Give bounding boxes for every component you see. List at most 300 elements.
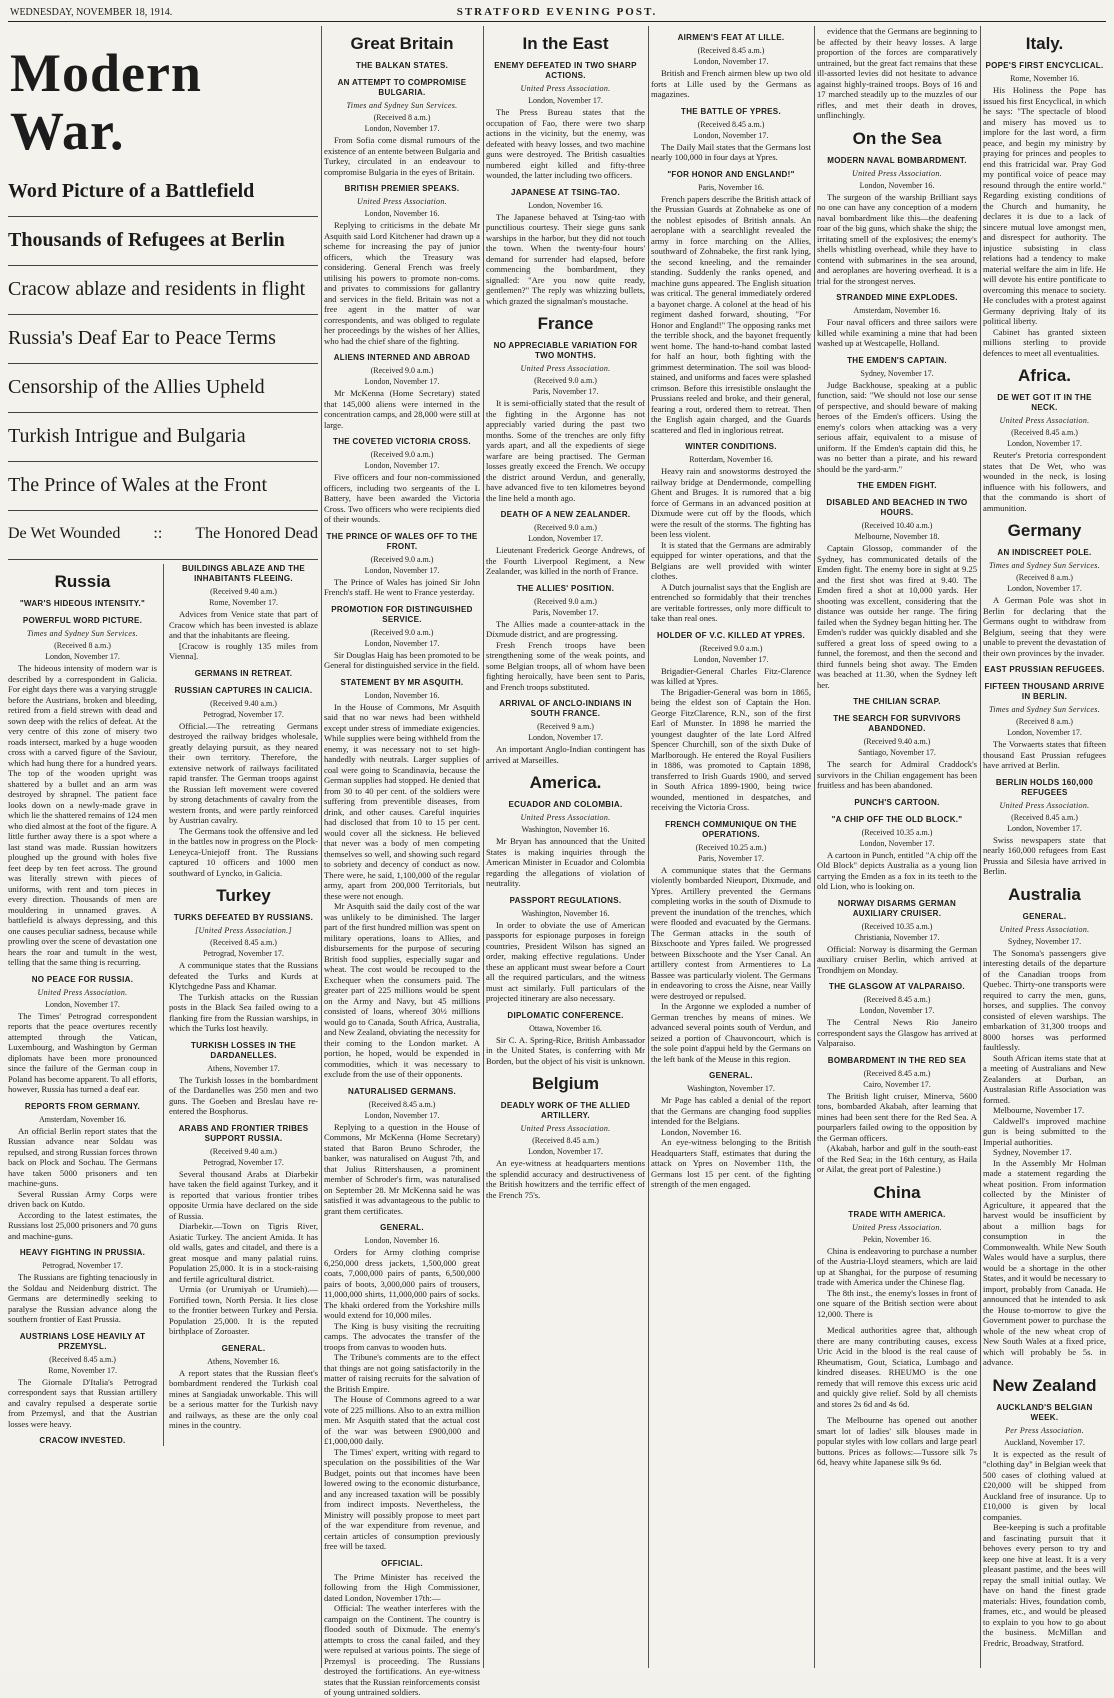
dateline: London, November 17. bbox=[859, 1006, 935, 1015]
dateline: London, November 17. bbox=[364, 1110, 440, 1120]
article-heading: AUSTRIANS LOSE HEAVILY AT PRZEMYSL. bbox=[19, 1331, 146, 1351]
article-paragraph: Orders for Army clothing comprise 6,250,000 dress jackets, 1,500,000 great coats, 7,000,000 pairs of pants, 6,500,000 pairs of boots, 3,000,000 pairs of trousers, 11,000,000 shirts, 11,000,000 pairs of socks. The khaki ordered from the Yorkshire mills would extend for 10,000 miles. bbox=[324, 1247, 480, 1320]
article-paragraph: From Sofia come dismal rumours of the existence of an entente between Bulgaria and Turkey, circulated in an endeavour to compromise Bulgaria in the eyes of Britain. bbox=[324, 135, 480, 177]
article-heading: WINTER CONDITIONS. bbox=[685, 442, 777, 451]
section-heading: Germany bbox=[1007, 521, 1082, 540]
article bbox=[324, 1559, 480, 1698]
dateline: Pekin, November 16. bbox=[863, 1234, 931, 1244]
received-time: (Received 8.45 a.m.) bbox=[1011, 428, 1078, 437]
article bbox=[8, 1248, 157, 1325]
headline: The Honored Dead bbox=[195, 525, 318, 542]
headline: Censorship of the Allies Upheld bbox=[8, 364, 318, 413]
dateline: Amsterdam, November 16. bbox=[853, 306, 941, 315]
dateline: Ottawa, November 16. bbox=[529, 1023, 602, 1033]
article-paragraph: The Times' expert, writing with regard to speculation on the possibilities of the War Budget, points out that incomes have been lowered owing to the economic disturbance, and any increased taxation will be possibly from indirect imposts. Nevertheless, the Ministry will possibly propose to meet part of the war expenditure from revenue, and certain articles of consumption previously free will be taxed. bbox=[324, 1446, 480, 1551]
dateline: Athens, November 16. bbox=[207, 1356, 280, 1366]
article bbox=[651, 107, 811, 163]
dateline: Amsterdam, November 16. bbox=[38, 1114, 127, 1124]
article-paragraph: Sir C. A. Spring-Rice, British Ambassador in the United States, is conferring with Mr Borden, but the object of his visit is unknown. bbox=[486, 1034, 645, 1066]
article bbox=[983, 885, 1106, 1368]
dateline: Washington, November 17. bbox=[687, 1084, 775, 1093]
article bbox=[169, 669, 318, 879]
article-heading: NORWAY DISARMS GERMAN AUXILIARY CRUISER. bbox=[837, 898, 957, 918]
article-paragraph: Several Russian Army Corps were driven back on Kutdo. bbox=[8, 1188, 157, 1209]
article bbox=[324, 532, 480, 598]
agency-credit: Times and Sydney Sun Services. bbox=[346, 101, 458, 110]
article bbox=[983, 366, 1106, 513]
article bbox=[817, 697, 977, 791]
column-rule bbox=[483, 26, 484, 1668]
article-heading: PUNCH'S CARTOON. bbox=[854, 797, 940, 807]
russia-turkey-articles bbox=[8, 564, 318, 1446]
article-heading: BERLIN HOLDS 160,000 REFUGEES bbox=[995, 777, 1094, 797]
article-subheading: POWERFUL WORD PICTURE. bbox=[22, 616, 143, 625]
article-paragraph: Mr Asquith said the daily cost of the war was unlikely to be diminished. The larger part of the first hundred million was spent on military operations, loans to Allies, and disbursements for the purpose of securing British food supplies, especially sugar and wheat. The cost would be recouped to the Exchequer when the consumers paid. The greater part of 225 millions would be spent on the Army and Navy, but 45 millions consisted of loans, whereof 30½ millions would go to Canada, South Africa, Australia, and New Zealand, obviating the necessity for their coming to the London market. A portion, he hoped, would be expended in commodities, which it was necessary to exclude from the use of their opponents. bbox=[324, 901, 480, 1079]
article-paragraph: The Melbourne has opened out another smart lot of ladies' silk blouses made in popular styles with low collars and large pearl buttons. Prices as follows:—Tussore silk 7s 6d, heavy white Japanese silk 9s 6d. bbox=[817, 1415, 977, 1467]
article-paragraph: Judge Backhouse, speaking at a public function, said: "We should not lose our sense of perspective, and should beware of making heroes of the Emden's officers. Using the enemy's colors when attacking was a very serious affair, equivalent to a misuse of uniform. If the Emden's captain did this, he was no better than a pirate, and his reward should be the yard-arm." bbox=[817, 379, 977, 474]
article-heading: MODERN NAVAL BOMBARDMENT. bbox=[827, 155, 967, 165]
article-paragraph: According to the latest estimates, the Russians lost 25,000 prisoners and 70 guns and machine-guns. bbox=[8, 1209, 157, 1241]
article-heading: NO APPRECIABLE VARIATION FOR TWO MONTHS. bbox=[493, 341, 638, 360]
article-paragraph: [Cracow is roughly 135 miles from Vienna]. bbox=[169, 640, 318, 661]
section-heading: Turkey bbox=[216, 886, 271, 905]
dateline: London, November 17. bbox=[364, 461, 440, 470]
article-heading: GENERAL. bbox=[709, 1071, 753, 1080]
article bbox=[486, 1011, 645, 1067]
received-time: (Received 9.40 a.m.) bbox=[210, 587, 277, 596]
article-heading: DE WET GOT IT IN THE NECK. bbox=[997, 393, 1092, 412]
article-paragraph: It is stated that the Germans are admirably equipped for winter operations, and that the Belgians are well provided with winter clothes. bbox=[651, 539, 811, 581]
article-paragraph: Mr Page has cabled a denial of the report that the Germans are changing food supplies intended for the Belgians. bbox=[651, 1095, 811, 1126]
article-paragraph: Cabinet has granted sixteen millions sterling to provide defences to meet all eventualities. bbox=[983, 326, 1106, 358]
dateline: Paris, November 17. bbox=[698, 853, 764, 863]
article-paragraph: An official Berlin report states that the Russian advance near Soldau was repulsed, and strong Russian forces thrown back on Plock and Sochau. The Germans have taken 5000 prisoners and ten machine-guns. bbox=[8, 1125, 157, 1188]
article-paragraph: The Central News Rio Janeiro correspondent says the Glasgow has arrived at Valparaiso. bbox=[817, 1017, 977, 1048]
section-heading: In the East bbox=[522, 34, 609, 53]
section-heading: China bbox=[873, 1182, 921, 1202]
received-time: (Received 9.40 a.m.) bbox=[210, 698, 277, 708]
article-paragraph: British and French airmen blew up two old forts at Lille used by the Germans as magazines. bbox=[651, 68, 811, 99]
article-paragraph: Lieutenant Frederick George Andrews, of the Fourth Liverpool Regiment, a New Zealander, was killed in the north of France. bbox=[486, 545, 645, 576]
dateline: Christiania, November 17. bbox=[854, 932, 940, 942]
column-rule bbox=[648, 26, 649, 1668]
article-heading: THE GLASGOW AT VALPARAISO. bbox=[829, 982, 965, 991]
article-paragraph: Official: Norway is disarming the German auxiliary cruiser Berlin, which arrived at Trondhjem on Monday. bbox=[817, 943, 977, 975]
article-paragraph: In order to obviate the use of American passports for espionage purposes in foreign countries, President Wilson has signed an order, making effective regulations. Under these an applicant must swear before a Court all the required particulars, and the witness must act similarly. Full particulars of the projected itinerary are also necessary. bbox=[486, 919, 645, 1003]
dateline: Melbourne, November 18. bbox=[854, 532, 940, 541]
article-paragraph: The hideous intensity of modern war is described by a correspondent in Galicia. For eight days there was a varying struggle before the Austrians, broken and bleeding, retired from a field strewn with dead and sown deep with the relics of defeat. At the very centre of this zone of misery two roads intersect, marked by a huge wooden cross with a carved figure of the Saviour, which had hung there for a hundred years. The top of the wooden upright was shattered by a bullet and an arm was destroyed by shrapnel. The patient face looks down on a newly-made grave in which lie the shattered remains of 124 men who died almost at the foot of the figure. A little further away there is a spot where a last stand was made. Russian howitzers ploughed up the ground with holes five feet deep by ten feet across. The ground was literally strewn with pieces of uniforms, with rent and torn pieces in every direction. Thousands of men are mouldering in unnamed graves. A battlefield is always depressing, and this one causes peculiar sadness, because while prowling over the scene of devastation one hears the roar and tumult in the west, telling that the same thing is recurring. bbox=[8, 663, 157, 967]
article-paragraph: The Daily Mail states that the Germans lost nearly 100,000 in four days at Ypres. bbox=[651, 141, 811, 162]
article bbox=[324, 1223, 480, 1552]
article-paragraph: Melbourne, November 17. bbox=[993, 1105, 1085, 1115]
dateline: Petrograd, November 17. bbox=[203, 1157, 284, 1167]
dateline: London, November 17. bbox=[1007, 728, 1082, 737]
article bbox=[817, 798, 977, 892]
agency-credit: United Press Association. bbox=[852, 1222, 942, 1232]
dateline: London, November 17. bbox=[45, 999, 120, 1009]
issue-date: WEDNESDAY, NOVEMBER 18, 1914. bbox=[10, 7, 173, 18]
column-5 bbox=[817, 26, 977, 1668]
separator: :: bbox=[153, 525, 163, 542]
received-time: (Received 8.45 a.m.) bbox=[210, 938, 277, 947]
article bbox=[817, 1325, 977, 1409]
received-time: (Received 8.45 a.m.) bbox=[697, 46, 765, 55]
article-paragraph: The Japanese behaved at Tsing-tao with punctilious courtesy. Their siege guns sank warships in the harbor, but they did not touch the town. When the twenty-four hours' demand for surrender had elapsed, before commencing the bombardment, they signalled: "Are you now quite ready, gentlemen?" The reply was whizzing bullets, which grazed the signalman's moustache. bbox=[486, 211, 645, 306]
article-heading: BRITISH PREMIER SPEAKS. bbox=[344, 184, 460, 193]
article-paragraph: Sir Douglas Haig has been promoted to be General for distinguished service in the field. bbox=[324, 649, 480, 670]
article bbox=[651, 33, 811, 100]
article-paragraph: Urmia (or Urumiyah or Urumieh).—Fortified town, North Persia. It lies close to the frontier between Turkey and Persia. Population 25,000. It is the reputed birthplace of Zoroaster. bbox=[169, 1284, 318, 1336]
dateline: London, November 17. bbox=[364, 638, 440, 648]
article bbox=[169, 886, 318, 1034]
dateline: Paris, November 17. bbox=[532, 607, 599, 617]
column-6 bbox=[983, 26, 1106, 1668]
article-paragraph: Replying to a question in the House of Commons, Mr McKenna (Home Secretary) stated that Baron Bruno Schroder, the banker, was naturalised on August 7th, and that Julius Rittershausen, a prominent member of Schroder's firm, was naturalised on September 28. Mr McKenna said he was satisfied it was advantageous to the public to grant them certificates. bbox=[324, 1121, 480, 1216]
dateline: London, November 17. bbox=[693, 57, 769, 66]
section-heading: New Zealand bbox=[992, 1375, 1097, 1395]
article-heading: THE COVETED VICTORIA CROSS. bbox=[333, 437, 471, 446]
agency-credit: United Press Association. bbox=[520, 1124, 611, 1133]
agency-credit: [United Press Association.] bbox=[195, 926, 292, 935]
article-paragraph: Fresh French troops have been strengthening some of the weak points, and some Belgian troops, all of whom have been fighting heroically, have been sent to Paris, and French troops substituted. bbox=[486, 639, 645, 692]
received-time: (Received 8 a.m.) bbox=[54, 641, 111, 650]
article-heading: ENEMY DEFEATED IN TWO SHARP ACTIONS. bbox=[494, 61, 637, 80]
article-paragraph: An important Anglo-Indian contingent has arrived at Marseilles. bbox=[486, 744, 645, 765]
dateline: London, November 17. bbox=[528, 1147, 603, 1156]
article-heading: NO PEACE FOR RUSSIA. bbox=[31, 974, 134, 984]
article bbox=[324, 353, 480, 430]
column-2 bbox=[324, 26, 480, 1697]
article-heading: "FOR HONOR AND ENGLAND!" bbox=[667, 169, 795, 179]
dateline: London, November 17. bbox=[364, 124, 440, 133]
article-paragraph: The Turkish attacks on the Russian posts in the Black Sea failed owing to a flanking fire from the Russian warships, in which the Turks lost heavily. bbox=[169, 991, 318, 1033]
article bbox=[486, 699, 645, 765]
article-heading: POPE'S FIRST ENCYCLICAL. bbox=[985, 61, 1104, 70]
article bbox=[817, 356, 977, 475]
article-paragraph: A report states that the Russian fleet's bombardment rendered the Turkish coal mines at Sangiadak unworkable. This will be a serious matter for the Turkish navy and railways, as these are the only coal mines in the country. bbox=[169, 1367, 318, 1430]
article-paragraph: An eye-witness at headquarters mentions the splendid accuracy and destructiveness of the British howitzers and the terrific effect of the French 75's. bbox=[486, 1158, 645, 1200]
article-heading: ALIENS INTERNED AND ABROAD bbox=[333, 353, 471, 362]
article bbox=[324, 605, 480, 671]
article bbox=[817, 982, 977, 1049]
dateline: Rotterdam, November 16. bbox=[689, 455, 773, 464]
dateline: London, November 17. bbox=[364, 377, 440, 386]
article bbox=[817, 481, 977, 690]
received-time: (Received 10.35 a.m.) bbox=[861, 921, 933, 931]
article-heading: TRADE WITH AMERICA. bbox=[848, 1209, 946, 1219]
article bbox=[983, 521, 1106, 658]
dateline: London, November 17. bbox=[859, 838, 935, 848]
article-paragraph: Mr Bryan has announced that the United States is making inquiries through the American Minister in Ecuador and Colombia regarding the allegations of violation of neutrality. bbox=[486, 836, 645, 888]
received-time: (Received 9.0 a.m.) bbox=[534, 523, 597, 532]
agency-credit: United Press Association. bbox=[999, 924, 1090, 934]
article-heading: "WAR'S HIDEOUS INTENSITY." bbox=[19, 599, 146, 608]
article-paragraph: The search for Admiral Craddock's survivors in the Chilian engagement has been fruitless and has been abandoned. bbox=[817, 759, 977, 790]
article-paragraph: The Turkish losses in the bombardment of the Dardanelles was 250 men and two guns. The Goeben and Breslau have re-entered the Bosphorus. bbox=[169, 1074, 318, 1116]
agency-credit: United Press Association. bbox=[357, 197, 447, 206]
article-paragraph: In the Argonne we exploded a number of German trenches by means of mines. We advanced several points south of Verdun, and seized a portion of Chauvoncourt, which is the sole point d'appui held by the Germans on the left bank of the Meuse in this region. bbox=[651, 1001, 811, 1064]
dateline: Rome, November 17. bbox=[209, 598, 278, 607]
agency-credit: United Press Association. bbox=[520, 364, 611, 373]
article-paragraph: Mr McKenna (Home Secretary) stated that 145,000 aliens were interned in the concentration camps, and 28,000 were still at large. bbox=[324, 388, 480, 430]
dateline: Petrograd, November 17. bbox=[203, 949, 284, 958]
article bbox=[817, 293, 977, 349]
article-paragraph: The Prince of Wales has joined Sir John French's staff. He went to France yesterday. bbox=[324, 576, 480, 597]
received-time: (Received 9.0 a.m.) bbox=[370, 627, 434, 637]
article-heading: REPORTS FROM GERMANY. bbox=[24, 1101, 141, 1111]
article-heading: THE EMDEN'S CAPTAIN. bbox=[847, 355, 947, 365]
article-paragraph: The King is busy visiting the recruiting camps. The advocates the transfer of the troops from canvas to wooden huts. bbox=[324, 1320, 480, 1352]
article-paragraph: The Russians are fighting tenaciously in the Soldau and Neidenburg district. The Germans are determinedly seeking to paralyse the Russian advance along the southern frontier of East Prussia. bbox=[8, 1272, 157, 1324]
article-heading: PASSPORT REGULATIONS. bbox=[509, 895, 622, 905]
dateline: London, November 17. bbox=[1007, 584, 1082, 593]
article-heading: THE ALLIES' POSITION. bbox=[516, 583, 615, 593]
section-heading: On the Sea bbox=[852, 128, 942, 148]
article-paragraph: The Press Bureau states that the occupation of Fao, there were two sharp actions in the vicinity, but the enemy, was defeated with heavy losses, and two machine guns were destroyed. The British casualties numbered eight killed and fifty-three wounded, the latter including two officers. bbox=[486, 107, 645, 180]
headline: Cracow ablaze and residents in flight bbox=[8, 266, 318, 315]
agency-credit: United Press Association. bbox=[999, 416, 1090, 425]
article bbox=[651, 442, 811, 624]
article-paragraph: evidence that the Germans are beginning to be affected by their heavy losses. A large proportion of the forces are comparatively untrained, but the great fact remains that these ill-assorted levies did not hesitate to advance against highly-trained troops. Boys of 16 and 17 marched steadily up to the muzzles of our rifles, and met their death in droves, unflinchingly. bbox=[817, 26, 977, 120]
article bbox=[169, 1124, 318, 1337]
article-heading: ECUADOR AND COLOMBIA. bbox=[508, 800, 623, 809]
dateline: London, November 17. bbox=[528, 96, 603, 105]
article bbox=[324, 437, 480, 525]
article-heading: DIPLOMATIC CONFERENCE. bbox=[507, 1010, 624, 1020]
article-subheading: BUILDINGS ABLAZE AND THE INHABITANTS FLEEING. bbox=[181, 564, 306, 583]
article-paragraph: Replying to criticisms in the debate Mr Asquith said Lord Kitchener had drawn up a scheme for increasing the pay of junior officers, which the Treasury was considering. General French was freely utilising his powers to promote non-coms. and privates to commissions for gallantry and services in the field. Britain was not a free agent in the matter of war correspondents, and was obliged to regulate her proceedings by the wishes of her Allies, who had the chief share of the fighting. bbox=[324, 220, 480, 346]
masthead bbox=[8, 3, 1106, 22]
received-time: (Received 8 a.m.) bbox=[1016, 573, 1073, 582]
received-time: (Received 10.25 a.m.) bbox=[695, 842, 767, 852]
article-paragraph: In the House of Commons, Mr Asquith said that no war news had been withheld except under stress of immediate exigencies. While supplies were being withheld from the enemy, it was necessary not to set high-handedly with neutrals. Larger supplies of coal were going to Scandinavia, because the German supplies had stopped. He denied that from 30 to 40 per cent. of the soldiers were suffering from preventible diseases, from drink, and other causes. Careful inquiries had disclosed that from 10 to 15 per cent. would cover all the sickness. He believed that never was a body of men competing themselves so well, and showing such regard to sobriety and decency of conduct as now. There were, he said, 1,100,000 of the regular army, apart from 200,000 Territorials, but these were not enough. bbox=[324, 701, 480, 901]
article-heading: STRANDED MINE EXPLODES. bbox=[836, 293, 958, 302]
received-time: (Received 8.45 a.m.) bbox=[863, 995, 931, 1004]
article-subheading: RUSSIAN CAPTURES IN CALICIA. bbox=[174, 685, 313, 695]
article-heading: ARABS AND FRONTIER TRIBES SUPPORT RUSSIA. bbox=[178, 1123, 309, 1143]
received-time: (Received 9.0 a.m.) bbox=[699, 643, 763, 653]
article-paragraph: China is endeavoring to purchase a number of the Austria-Lloyd steamers, which are laid up at Shanghai, for the purpose of resuming trade with America under the Chinese flag. bbox=[817, 1245, 977, 1287]
article-heading: THE EMDEN FIGHT. bbox=[857, 481, 937, 490]
article bbox=[8, 1102, 157, 1242]
article-subheading: "A CHIP OFF THE OLD BLOCK." bbox=[831, 814, 963, 824]
agency-credit: United Press Association. bbox=[999, 800, 1090, 810]
article-heading: FRENCH COMMUNIQUE ON THE OPERATIONS. bbox=[665, 819, 797, 839]
article bbox=[983, 778, 1106, 877]
article-paragraph: (Akabah, harbor and gulf in the south-east of the Red Sea; in the 16th century, as Haila or Ailat, the great port of Palestine.) bbox=[817, 1143, 977, 1174]
dateline: London, November 17. bbox=[45, 652, 120, 661]
dateline: Washington, November 16. bbox=[521, 908, 610, 918]
article-paragraph: A Dutch journalist says that the English are entrenched so formidably that their trenches are veritable fortresses, only more difficult to take than real ones. bbox=[651, 581, 811, 623]
column-rule bbox=[321, 26, 322, 1668]
article bbox=[817, 26, 977, 121]
agency-credit: United Press Association. bbox=[520, 84, 611, 93]
dateline: London, November 17. bbox=[1007, 439, 1082, 448]
section-heading: France bbox=[537, 314, 594, 333]
article bbox=[8, 572, 157, 968]
section-heading: Australia bbox=[1008, 884, 1081, 904]
article bbox=[817, 1056, 977, 1175]
article bbox=[651, 1071, 811, 1190]
article-subheading: DISABLED AND BEACHED IN TWO HOURS. bbox=[826, 498, 968, 517]
article-heading: GENERAL. bbox=[1022, 911, 1067, 921]
column-4 bbox=[651, 26, 811, 1668]
article-heading: CRACOW INVESTED. bbox=[39, 1436, 126, 1445]
article-paragraph: London, November 16. bbox=[661, 1126, 742, 1137]
article-heading: GENERAL. bbox=[380, 1223, 424, 1232]
headline: Word Picture of a Battlefield bbox=[8, 168, 318, 217]
agency-credit: Times and Sydney Sun Services. bbox=[27, 629, 138, 638]
column-rule bbox=[814, 26, 815, 1668]
article-subheading: AN ATTEMPT TO COMPROMISE BULGARIA. bbox=[337, 78, 467, 97]
article bbox=[817, 899, 977, 976]
agency-credit: United Press Association. bbox=[520, 813, 611, 822]
article bbox=[651, 631, 811, 813]
article-subheading: FIFTEEN THOUSAND ARRIVE IN BERLIN. bbox=[984, 682, 1105, 701]
received-time: (Received 8 a.m.) bbox=[373, 113, 431, 122]
received-time: (Received 9.0 a.m.) bbox=[534, 376, 597, 385]
article-heading: NATURALISED GERMANS. bbox=[347, 1086, 457, 1096]
section-heading: Russia bbox=[54, 572, 111, 591]
column-rule bbox=[980, 26, 981, 1668]
dateline: London, November 16. bbox=[528, 200, 603, 210]
main-title: Modern War. bbox=[10, 43, 202, 161]
section-heading: Africa. bbox=[1018, 366, 1071, 385]
dateline: Washington, November 16. bbox=[521, 825, 610, 834]
received-time: (Received 9.0 a.m.) bbox=[370, 366, 434, 375]
received-time: (Received 10.35 a.m.) bbox=[861, 827, 933, 837]
article-paragraph: The Giornale D'Italia's Petrograd correspondent says that Russian artillery and cavalry repulsed a desperate sortie from Przemysl, and that the Austrian losses were heavy. bbox=[8, 1376, 157, 1429]
article-paragraph: The Brigadier-General was born in 1865, being the eldest son of Captain the Hon. George FitzClarence, R.N., son of the first Earl of Munster. In 1898 he married the youngest daughter of the late Lord Alfred Spencer Churchill, son of the sixth Duke of Marlborough. He entered the Royal Fusiliers in 1886, was promoted to Captain 1898, transferred to Irish Guards 1900, and served in South Africa 1899-1900, being twice wounded, mentioned in despatches, and receiving the Victoria Cross. bbox=[651, 686, 811, 812]
article bbox=[486, 1074, 645, 1200]
dateline: Petrograd, November 17. bbox=[203, 709, 284, 719]
article-paragraph: Diarbekir.—Town on Tigris River, Asiatic Turkey. The ancient Amida. It has old walls, gates and citadel, and there is a great mosque and many palatial ruins. Population 25,000. It is in a stock-raising and fertile agricultural district. bbox=[169, 1221, 318, 1284]
article-paragraph: A communique states that the Germans violently bombarded Nieuport, Dixmude, and Ypres. Artillery prevented the Germans completing works in the south of Dixmude to prevent the inundation of the trenches, which were flooded and evacuated by the Germans. The German attacks in the south of Bixschoote and Ypres failed. We progressed between Bixschoote and the Yser Canal. An artillery contest from Armentieres to La Bassee was particularly violent. The Germans in endeavoring to cross the Aisne, near Vailly were destroyed or repulsed. bbox=[651, 864, 811, 1001]
article-paragraph: A German Pole was shot in Berlin for declaring that the Germans ought to withdraw from Belgium, seeing that they were unable to prevent the devastation of their own provinces by the invader. bbox=[983, 595, 1106, 658]
dateline: Cairo, November 17. bbox=[863, 1079, 931, 1089]
article-heading: TURKISH LOSSES IN THE DARDANELLES. bbox=[191, 1040, 296, 1060]
article-paragraph: The House of Commons agreed to a war vote of 225 millions. Also to an extra million men. Mr Asquith stated that the actual cost of the war was between £900,000 and £1,000,000 daily. bbox=[324, 1394, 480, 1446]
received-time: (Received 9.0 a.m.) bbox=[370, 450, 434, 459]
article-paragraph: Captain Glossop, commander of the Sydney, has communicated details of the Emden fight. The enemy bore in sight at 9.25 and the first shot was fired at 9.40. The Emden fired a shot at 10,000 yards. Her shooting was excellent, considering that the distance was outside her range. The firing failed when the Sydney began hitting her. The Emden's rudder was quickly disabled and she suffered a great loss of speed owing to a funnel, the foremost, and then the second and third funnels being shot away. The Emden was beached at 11.30, when the Sydney left her. bbox=[817, 543, 977, 690]
dateline: Paris, November 17. bbox=[532, 387, 599, 396]
section-heading: America. bbox=[529, 773, 602, 792]
article-paragraph: The Vorwaerts states that fifteen thousand East Prussian refugees have arrived at Berlin. bbox=[983, 739, 1106, 770]
article bbox=[651, 170, 811, 436]
article-paragraph: French papers describe the British attack of the Prussian Guards at Zohnabeke as one of the noblest episodes of British annals. An aeroplane with a searchlight revealed the army in force marching on the Allies, southward of Zohnabeke, the first rank lying, the second kneeling, and the remainder standing. Suddenly the ranks opened, and machine guns appeared. The English situation was critical. The general immediately ordered a bayonet charge. A colonel at the head of his regiment dashed forward, shouting, "For Honor and England!" The opposing ranks met the terrible shock, and the bayonet frequently went home. The hand-to-hand combat lasted for half an hour, both fighting with the grimmest determination. The soil was blood-stained, and uniforms and faces were splashed crimson. Before this irresistible onslaught the Prussians reeled and broke, and their general, fearing a rout, ordered them to retreat. Then the English again charged, and the Guards scattered and fled in inglorious retreat. bbox=[651, 193, 811, 435]
article-heading: STATEMENT BY MR ASQUITH. bbox=[340, 677, 464, 687]
dateline: London, November 17. bbox=[693, 654, 769, 664]
received-time: (Received 9.0 a.m.) bbox=[534, 596, 597, 606]
headline: Russia's Deaf Ear to Peace Terms bbox=[8, 315, 318, 364]
dateline: London, November 17. bbox=[1007, 823, 1082, 833]
section-heading: Italy. bbox=[1025, 34, 1064, 53]
article bbox=[486, 188, 645, 307]
received-time: (Received 8 a.m.) bbox=[1016, 717, 1073, 726]
article-heading: TURKS DEFEATED BY RUSSIANS. bbox=[173, 913, 314, 922]
received-time: (Received 10.40 a.m.) bbox=[861, 521, 933, 530]
agency-credit: Per Press Association. bbox=[1005, 1425, 1084, 1435]
article-paragraph: A communique states that the Russians defeated the Turks and Kurds at Klytchgedne Pass and Khamar. bbox=[169, 960, 318, 991]
dateline: London, November 17. bbox=[528, 534, 603, 543]
agency-credit: United Press Association. bbox=[37, 987, 128, 997]
article bbox=[324, 1087, 480, 1217]
headline: Turkish Intrigue and Bulgaria bbox=[8, 413, 318, 462]
article-heading: EAST PRUSSIAN REFUGEES. bbox=[984, 665, 1105, 674]
headline: Thousands of Refugees at Berlin bbox=[8, 217, 318, 266]
headline-row bbox=[8, 511, 318, 560]
dateline: Auckland, November 17. bbox=[1004, 1437, 1085, 1447]
article-paragraph: South African items state that at a meeting of Australians and New Zealanders at Durban, an Australasian Rifle Association was formed. bbox=[983, 1052, 1106, 1105]
column-1 bbox=[8, 26, 318, 1668]
article-paragraph: The Prime Minister has received the following from the High Commissioner, dated London, November 17th:— bbox=[324, 1571, 480, 1603]
article-paragraph: Several thousand Arabs at Diarbekir have taken the field against Turkey, and it is reported that various frontier tribes opposite Urmia have declared on the side of Russia. bbox=[169, 1168, 318, 1221]
article-heading: AIRMEN'S FEAT AT LILLE. bbox=[677, 33, 785, 42]
dateline: Rome, November 16. bbox=[1010, 74, 1079, 83]
article-paragraph: The Times' Petrograd correspondent reports that the peace overtures recently attempted through the Vatican, Luxembourg, and Washington by German diplomats have been more pronounced since the failure of the German coup in Poland has become apparent. To all efforts, however, Russia has turned a deaf ear. bbox=[8, 1010, 157, 1094]
article-paragraph: An eye-witness belonging to the British Headquarters Staff, estimates that during the attack on Ypres on November 11th, the Germans lost 15 per cent. of the fighting strength of the men engaged. bbox=[651, 1137, 811, 1189]
dateline: London, November 16. bbox=[364, 690, 440, 700]
article bbox=[324, 678, 480, 1080]
article-paragraph: Medical authorities agree that, although there are many contributing causes, excess Uric Acid in the blood is the real cause of Rheumatism, Gout, Sciatica, Lumbago and kindred diseases. RHEUMO is the one remedy that will remove this excess uric acid and quickly give relief. Sold by all chemists and stores 2s 6d and 4s 6d. bbox=[817, 1325, 977, 1409]
article bbox=[169, 1041, 318, 1117]
article-paragraph: The Allies made a counter-attack in the Dixmude district, and are progressing. bbox=[486, 618, 645, 639]
article-paragraph: Advices from Venice state that part of Cracow which has been invested is ablaze and that the inhabitants are fleeing. bbox=[169, 609, 318, 640]
article-paragraph: The surgeon of the warship Brilliant says no one can have any conception of a modern naval bombardment like this—the deafening roar of the big guns, which shake the ship; the irritating smell of the explosives; the enemy's shells whistling overhead, while they have to contend with submarines in the sea around, and aeroplanes are hovering overhead. It is a trial for the strongest nerves. bbox=[817, 191, 977, 286]
received-time: (Received 8.45 a.m.) bbox=[1011, 812, 1078, 822]
article-heading: THE BATTLE OF YPRES. bbox=[681, 106, 781, 116]
dateline: London, November 16. bbox=[364, 1236, 440, 1245]
dateline: London, November 16. bbox=[859, 180, 935, 190]
article-paragraph: Bee-keeping is such a profitable and fascinating pursuit that it behoves every person to try and keep one hive at least. It is a very pleasant pastime, and the bees will repay the small initial outlay. We have on hand the finest grade materials: Hives, foundation comb, frames, etc., and would be pleased to explain to you how to go about the business. McMillan and Fredric, Broadway, Stratford. bbox=[983, 1522, 1106, 1648]
article-paragraph: Official.—The retreating Germans destroyed the railway bridges wholesale, greatly delaying pursuit, as they neared their own territory. Therefore, the extensive network of railways facilitated rapid transfer. The German troops against the Russian left movement were covered by strong detachments of cavalry from the western fronts, and were partly reinforced by Austrian cavalry. bbox=[169, 720, 318, 825]
section-heading: Great Britain bbox=[350, 34, 454, 53]
dateline: Athens, November 17. bbox=[207, 1063, 280, 1073]
article bbox=[983, 34, 1106, 358]
article bbox=[8, 975, 157, 1095]
received-time: (Received 8.45 a.m.) bbox=[368, 1099, 436, 1109]
article-paragraph: Heavy rain and snowstorms destroyed the railway bridge at Dendermonde, compelling Ghent and Bruges. It is rumored that a big force of Germans in an advanced position at Dixmude were cut off by the floods, which were the result of the storms. The fighting has been less violent. bbox=[651, 466, 811, 539]
article-paragraph: The 8th inst., the enemy's losses in front of one square of the British section were about 12,000. There is bbox=[817, 1287, 977, 1319]
article-paragraph: The Germans took the offensive and led in the battles now in progress on the Plock-Leneyca-Uniejoff front. The Russians captured 10 officers and 1000 men southward of Lyncko, in Galicia. bbox=[169, 825, 318, 878]
article-paragraph: Official: The weather interferes with the campaign on the Continent. The country is flooded south of Dixmude. The enemy's attempts to cross the canal failed, and they were repulsed at various points. The siege of Przemysl is proceeding. The Russians destroyed the fortifications. An eye-witness states that the Russian reinforcements consist of young untrained soldiers. bbox=[324, 1603, 480, 1697]
article-paragraph: Four naval officers and three sailors were killed while examining a mine that had been washed up at Westcapelle, Holland. bbox=[817, 317, 977, 348]
column-3 bbox=[486, 26, 645, 1668]
article bbox=[169, 1344, 318, 1431]
article-heading: HEAVY FIGHTING IN PRUSSIA. bbox=[19, 1248, 146, 1257]
article-paragraph: Swiss newspapers state that nearly 160,000 refugees from East Prussia and Silesia have arrived in Berlin. bbox=[983, 834, 1106, 876]
article-heading: THE PRINCE OF WALES OFF TO THE FRONT. bbox=[326, 531, 478, 551]
article bbox=[486, 34, 645, 181]
article-paragraph: The Tribune's comments are to the effect that things are not going satisfactorily in the matter of raising recruits for the salvation of the British Empire. bbox=[324, 1352, 480, 1394]
received-time: (Received 8.45 a.m.) bbox=[532, 1136, 599, 1145]
article-paragraph: The Sonoma's passengers give interesting details of the departure of the Canadian troops from Quebec. Thirty-one transports were required to carry the men, guns, horses, and supplies. The convoy consisted of eleven warships. The embarkation of 31,300 troops and 8000 horses was performed faultlessly. bbox=[983, 947, 1106, 1052]
article-paragraph: His Holiness the Pope has issued his first Encyclical, in which he says: "The spectacle of blood and misery has moved us to implore for the last word, a firm peace, and begin my ministry by praying for princes and peoples to end this fratricidal war. Pray God my pontifical voice of peace may resound through the entire world." Regarding existing conditions of the Church and humanity, he declares it is due to a lack of sincere mutual love amongst men, and disrespect for authority. The injustice subsisting in class relations had a tendency to make material welfare the aim in life. He will devote his entire pontificate to overcoming this menace to society. He concludes with a protest against Germany depriving Italy of its political liberty. bbox=[983, 85, 1106, 326]
article bbox=[983, 1376, 1106, 1649]
article-subheading: THE SEARCH FOR SURVIVORS ABANDONED. bbox=[833, 714, 961, 733]
article-heading: HOLDER OF V.C. KILLED AT YPRES. bbox=[657, 630, 805, 640]
dateline: Petrograd, November 17. bbox=[42, 1261, 123, 1270]
article bbox=[486, 510, 645, 577]
article-heading: GERMANS IN RETREAT. bbox=[194, 668, 293, 678]
article-paragraph: Caldwell's improved machine gun is being submitted to the Imperial authorities. bbox=[983, 1115, 1106, 1147]
article bbox=[651, 820, 811, 1065]
article-heading: PROMOTION FOR DISTINGUISHED SERVICE. bbox=[331, 604, 473, 624]
article bbox=[817, 129, 977, 287]
article bbox=[324, 34, 480, 177]
newspaper-title: STRATFORD EVENING POST. bbox=[456, 6, 658, 18]
section-heading: Belgium bbox=[531, 1074, 600, 1093]
